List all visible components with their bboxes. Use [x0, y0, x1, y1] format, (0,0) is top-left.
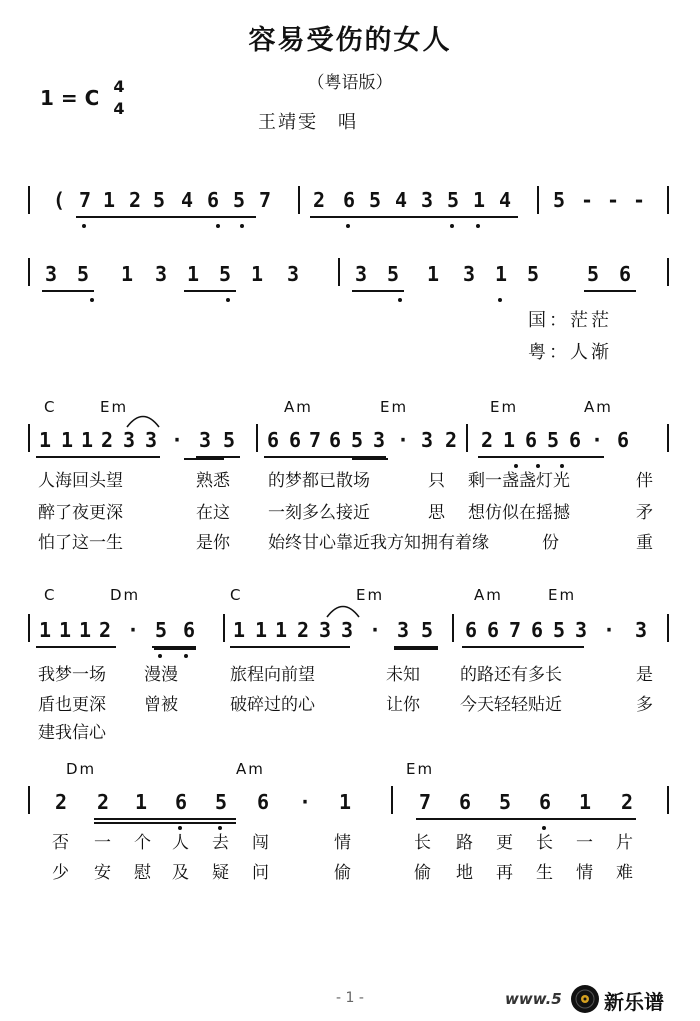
note-1: 1 [38, 618, 52, 642]
slur [326, 602, 360, 618]
beam-underline [184, 458, 224, 460]
note-5: 5 [350, 428, 364, 452]
lyric-v1: 只 [428, 471, 445, 491]
lyric-v8: 再 [496, 863, 513, 883]
lyric-v4: 旅程向前望 [230, 665, 315, 685]
sustain-dash: - [632, 188, 646, 212]
beam-underline [36, 456, 160, 458]
lyric-v3: 怕了这一生 [38, 533, 123, 553]
barline [298, 186, 300, 214]
note-2: 2 [312, 188, 326, 212]
beam-underline [478, 456, 604, 458]
lyric-v8: 问 [252, 863, 269, 883]
note-(: ( [52, 188, 66, 212]
lyric-v7: 长 [414, 833, 431, 853]
chord-symbol: Am [284, 398, 313, 416]
note-7: 7 [308, 428, 322, 452]
beam-underline [184, 290, 236, 292]
note-1: 1 [102, 188, 116, 212]
barline [667, 614, 669, 642]
pre-label-yueyu: 粤：人渐 [528, 342, 612, 363]
lyric-v7: 一 [576, 833, 593, 853]
note-6: 6 [328, 428, 342, 452]
dotted-rhythm: · [590, 428, 604, 452]
note-5: 5 [446, 188, 460, 212]
note-6: 6 [530, 618, 544, 642]
beam-underline [230, 646, 350, 648]
chord-symbol: Am [236, 760, 265, 778]
note-3: 3 [634, 618, 648, 642]
lyric-v8: 安 [94, 863, 111, 883]
note-5: 5 [526, 262, 540, 286]
singer-credit: 王靖雯 唱 [258, 112, 358, 133]
chord-symbol: Em [406, 760, 435, 778]
note-3: 3 [354, 262, 368, 286]
note-3: 3 [462, 262, 476, 286]
lyric-v5: 今天轻轻贴近 [460, 695, 562, 715]
lyric-v7: 人 [172, 833, 189, 853]
lyric-v5: 让你 [386, 695, 420, 715]
barline [667, 786, 669, 814]
octave-dot [216, 224, 220, 228]
note-6: 6 [342, 188, 356, 212]
lyric-v7: 路 [456, 833, 473, 853]
note-2: 2 [96, 790, 110, 814]
note-3: 3 [318, 618, 332, 642]
lyric-v2: 矛 [636, 503, 653, 523]
logo-text: 新乐谱 [604, 990, 664, 1014]
beam-underline [416, 818, 636, 820]
key-signature: 1 = C [40, 86, 100, 110]
lyric-v1: 伴 [636, 471, 653, 491]
lyric-v7: 更 [496, 833, 513, 853]
chord-symbol: Am [584, 398, 613, 416]
note-3: 3 [420, 428, 434, 452]
note-2: 2 [100, 428, 114, 452]
beam-underline [584, 290, 636, 292]
note-6: 6 [616, 428, 630, 452]
octave-dot [240, 224, 244, 228]
note-1: 1 [254, 618, 268, 642]
site-logo [570, 984, 690, 1016]
lyric-v1: 熟悉 [196, 471, 230, 491]
lyric-v8: 少 [52, 863, 69, 883]
chord-symbol: C [230, 586, 243, 604]
lyric-v8: 地 [456, 863, 473, 883]
note-5: 5 [498, 790, 512, 814]
note-3: 3 [574, 618, 588, 642]
lyric-v1: 人海回头望 [38, 471, 123, 491]
lyric-v6: 建我信心 [38, 723, 106, 743]
chord-symbol: C [44, 398, 57, 416]
song-subtitle: （粤语版） [307, 73, 393, 93]
dotted-rhythm: · [298, 790, 312, 814]
lyric-v2: 想仿似在摇撼 [468, 503, 570, 523]
note-6: 6 [486, 618, 500, 642]
lyric-v8: 难 [616, 863, 633, 883]
lyric-v8: 偷 [414, 863, 431, 883]
beam-underline [352, 290, 404, 292]
lyric-v2: 一刻多么接近 [268, 503, 370, 523]
lyric-v7: 一 [94, 833, 111, 853]
octave-dot [450, 224, 454, 228]
lyric-v3: 是你 [196, 533, 230, 553]
time-sig-bottom: 4 [113, 99, 125, 118]
lyric-v7: 长 [536, 833, 553, 853]
lyric-v8: 偷 [334, 863, 351, 883]
note-6: 6 [538, 790, 552, 814]
lyric-v8: 及 [172, 863, 189, 883]
beam-underline [310, 216, 518, 218]
page-number: - 1 - [336, 990, 364, 1006]
lyric-v2: 在这 [196, 503, 230, 523]
note-2: 2 [54, 790, 68, 814]
note-3: 3 [286, 262, 300, 286]
lyric-v7: 情 [334, 833, 351, 853]
note-3: 3 [144, 428, 158, 452]
note-4: 4 [394, 188, 408, 212]
barline [667, 186, 669, 214]
dotted-rhythm: · [602, 618, 616, 642]
dotted-rhythm: · [170, 428, 184, 452]
barline [466, 424, 468, 452]
chord-symbol: Em [490, 398, 519, 416]
note-1: 1 [578, 790, 592, 814]
note-5: 5 [586, 262, 600, 286]
lyric-v2: 醉了夜更深 [38, 503, 123, 523]
barline [256, 424, 258, 452]
note-1: 1 [232, 618, 246, 642]
lyric-v7: 否 [52, 833, 69, 853]
note-4: 4 [498, 188, 512, 212]
beam-underline [42, 290, 94, 292]
note-1: 1 [494, 262, 508, 286]
dotted-rhythm: · [368, 618, 382, 642]
lyric-v1: 剩一盏盏灯光 [468, 471, 570, 491]
note-5: 5 [154, 618, 168, 642]
note-3: 3 [198, 428, 212, 452]
sustain-dash: - [606, 188, 620, 212]
note-2: 2 [444, 428, 458, 452]
note-1: 1 [274, 618, 288, 642]
barline [28, 614, 30, 642]
note-6: 6 [256, 790, 270, 814]
beam-underline [462, 646, 584, 648]
slur [126, 412, 160, 428]
barline [391, 786, 393, 814]
note-6: 6 [618, 262, 632, 286]
barline [28, 186, 30, 214]
lyric-v8: 慰 [134, 863, 151, 883]
note-7: 7 [78, 188, 92, 212]
time-signature [112, 76, 126, 120]
barline [223, 614, 225, 642]
lyric-v7: 闯 [252, 833, 269, 853]
chord-symbol: Em [380, 398, 409, 416]
note-2: 2 [296, 618, 310, 642]
beam-underline [352, 458, 388, 460]
barline [537, 186, 539, 214]
note-7: 7 [418, 790, 432, 814]
note-6: 6 [458, 790, 472, 814]
octave-dot [90, 298, 94, 302]
note-1: 1 [472, 188, 486, 212]
song-title: 容易受伤的女人 [248, 25, 452, 56]
note-6: 6 [206, 188, 220, 212]
note-1: 1 [120, 262, 134, 286]
octave-dot [82, 224, 86, 228]
note-3: 3 [420, 188, 434, 212]
chord-symbol: Dm [110, 586, 141, 604]
note-2: 2 [128, 188, 142, 212]
note-3: 3 [396, 618, 410, 642]
octave-dot [158, 654, 162, 658]
beam-underline [154, 648, 196, 650]
note-1: 1 [80, 428, 94, 452]
note-5: 5 [420, 618, 434, 642]
sustain-dash: - [580, 188, 594, 212]
lyric-v5: 盾也更深 [38, 695, 106, 715]
watermark-url: www.5 [505, 990, 562, 1008]
note-1: 1 [502, 428, 516, 452]
note-5: 5 [386, 262, 400, 286]
lyric-v4: 未知 [386, 665, 420, 685]
lyric-v5: 破碎过的心 [230, 695, 315, 715]
note-1: 1 [426, 262, 440, 286]
lyric-v7: 个 [134, 833, 151, 853]
note-6: 6 [464, 618, 478, 642]
dotted-rhythm: · [396, 428, 410, 452]
note-1: 1 [134, 790, 148, 814]
note-5: 5 [368, 188, 382, 212]
barline [667, 258, 669, 286]
barline [28, 424, 30, 452]
note-1: 1 [38, 428, 52, 452]
note-2: 2 [98, 618, 112, 642]
vinyl-record-icon [570, 984, 600, 1014]
lyric-v8: 情 [576, 863, 593, 883]
note-5: 5 [546, 428, 560, 452]
lyric-v4: 我梦一场 [38, 665, 106, 685]
barline [28, 786, 30, 814]
note-3: 3 [122, 428, 136, 452]
lyric-v3: 份 [542, 533, 559, 553]
octave-dot [184, 654, 188, 658]
note-5: 5 [222, 428, 236, 452]
chord-symbol: Am [474, 586, 503, 604]
lyric-v7: 片 [616, 833, 633, 853]
beam-underline [36, 646, 116, 648]
chord-symbol: Em [100, 398, 129, 416]
chord-symbol: Em [356, 586, 385, 604]
octave-dot [398, 298, 402, 302]
note-3: 3 [44, 262, 58, 286]
note-5: 5 [152, 188, 166, 212]
barline [28, 258, 30, 286]
beam-underline [94, 822, 236, 824]
note-3: 3 [372, 428, 386, 452]
note-6: 6 [568, 428, 582, 452]
note-1: 1 [338, 790, 352, 814]
beam-underline [394, 648, 438, 650]
note-5: 5 [214, 790, 228, 814]
note-5: 5 [552, 618, 566, 642]
lyric-v3: 重 [636, 533, 653, 553]
note-7: 7 [508, 618, 522, 642]
note-1: 1 [186, 262, 200, 286]
lyric-v5: 曾被 [144, 695, 178, 715]
note-6: 6 [174, 790, 188, 814]
beam-underline [76, 216, 256, 218]
note-4: 4 [180, 188, 194, 212]
chord-symbol: C [44, 586, 57, 604]
note-1: 1 [78, 618, 92, 642]
note-7: 7 [258, 188, 272, 212]
note-5: 5 [552, 188, 566, 212]
note-1: 1 [60, 428, 74, 452]
lyric-v4: 是 [636, 665, 653, 685]
chord-symbol: Em [548, 586, 577, 604]
note-6: 6 [182, 618, 196, 642]
note-5: 5 [218, 262, 232, 286]
chord-symbol: Dm [66, 760, 97, 778]
note-1: 1 [58, 618, 72, 642]
lyric-v2: 思 [428, 503, 445, 523]
octave-dot [346, 224, 350, 228]
note-6: 6 [288, 428, 302, 452]
lyric-v4: 漫漫 [144, 665, 178, 685]
barline [452, 614, 454, 642]
barline [667, 424, 669, 452]
note-6: 6 [266, 428, 280, 452]
octave-dot [476, 224, 480, 228]
lyric-v8: 生 [536, 863, 553, 883]
pre-label-guoyu: 国：茫茫 [528, 310, 612, 331]
note-5: 5 [76, 262, 90, 286]
lyric-v7: 去 [212, 833, 229, 853]
lyric-v5: 多 [636, 695, 653, 715]
note-2: 2 [620, 790, 634, 814]
note-5: 5 [232, 188, 246, 212]
note-3: 3 [340, 618, 354, 642]
octave-dot [226, 298, 230, 302]
note-1: 1 [250, 262, 264, 286]
beam-underline [94, 818, 236, 820]
lyric-v4: 的路还有多长 [460, 665, 562, 685]
note-6: 6 [524, 428, 538, 452]
time-sig-top: 4 [113, 77, 125, 96]
note-2: 2 [480, 428, 494, 452]
lyric-v1: 的梦都已散场 [268, 471, 370, 491]
dotted-rhythm: · [126, 618, 140, 642]
note-3: 3 [154, 262, 168, 286]
octave-dot [498, 298, 502, 302]
barline [338, 258, 340, 286]
lyric-v3: 始终甘心靠近我方知拥有着缘 [268, 533, 489, 553]
lyric-v8: 疑 [212, 863, 229, 883]
